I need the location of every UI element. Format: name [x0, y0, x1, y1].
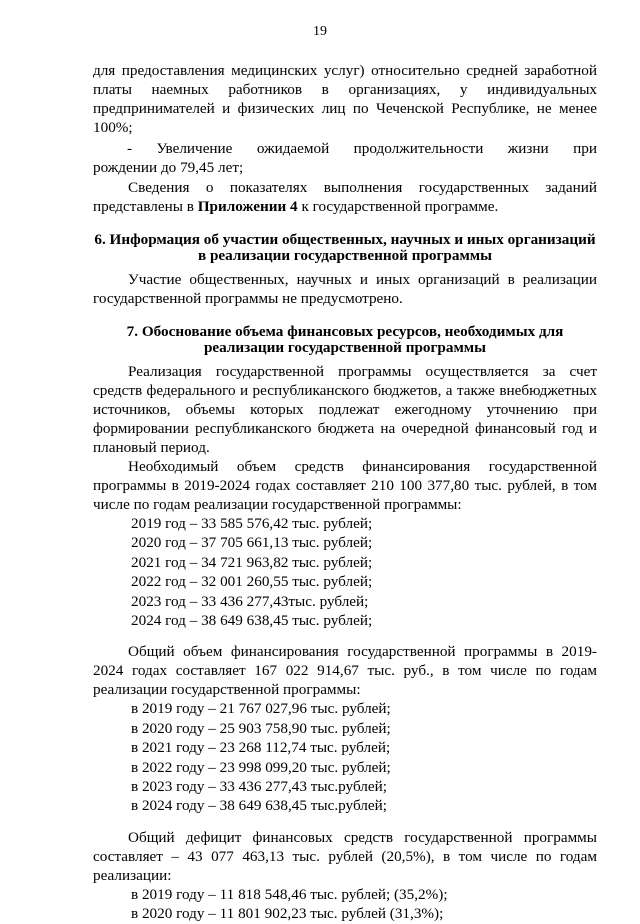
list-item: в 2021 году – 23 268 112,74 тыс. рублей; — [131, 739, 391, 757]
bullet-word: ожидаемой — [256, 140, 330, 157]
list-item: в 2019 году – 11 818 548,46 тыс. рублей; (35,2%); — [131, 885, 448, 903]
list-item: в 2019 году – 21 767 027,96 тыс. рублей; — [131, 700, 391, 718]
section-6-body: Участие общественных, научных и иных организаций в реализации государственной программы не предусмотрено. — [93, 271, 597, 307]
section-7-paragraph-funding-sources: Реализация государственной программы осуществляется за счет средств федерального и республиканского бюджетов, а также внебюджетных источников, объемы которых подлежат ежегодному уточнению при формировании республиканского бюджета на очередной финансовый год и плановый период. — [93, 363, 597, 456]
section-7-paragraph-total-funding: Общий объем финансирования государственной программы в 2019-2024 годах составляет 167 022 914,67 тыс. руб., в том числе по годам реализации государственной программы: — [93, 643, 597, 699]
bullet-word: продолжительности — [353, 140, 484, 157]
text-line: для предоставления медицинских услуг) относительно средней заработной — [93, 62, 597, 79]
section-7-paragraph-required-funding: Необходимый объем средств финансирования государственной программы в 2019-2024 годах составляет 210 100 377,80 тыс. рублей, в том числе по годам реализации государственной программы: — [93, 458, 597, 513]
bullet-life-expectancy — [93, 139, 597, 177]
list-item: 2021 год – 34 721 963,82 тыс. рублей; — [131, 553, 373, 571]
list-item: в 2024 году – 38 649 638,45 тыс.рублей; — [131, 797, 387, 815]
text-line: предпринимателей и физических лиц по Чеченской Республике, не менее — [93, 100, 597, 117]
list-item: 2024 год – 38 649 638,45 тыс. рублей; — [131, 612, 373, 630]
document-body — [93, 61, 597, 924]
section-7-heading: 7. Обоснование объема финансовых ресурсов, необходимых для реализации государственной программы — [126, 323, 564, 356]
text-line: рождении до 79,45 лет; — [93, 159, 244, 176]
section-6-heading: 6. Информация об участии общественных, научных и иных организаций в реализации государственной программы — [94, 231, 596, 264]
bullet-word: жизни — [507, 140, 549, 157]
bullet-word: Увеличение — [156, 140, 233, 157]
required-funding-by-year-list — [131, 514, 597, 630]
section-7-paragraph-deficit: Общий дефицит финансовых средств государственной программы составляет – 43 077 463,13 тыс. рублей (20,5%), в том числе по годам реализации: — [93, 828, 597, 884]
bullet-word: при — [573, 140, 597, 157]
total-funding-by-year-list — [131, 699, 597, 815]
page-number: 19 — [313, 24, 327, 39]
paragraph-appendix-reference: Сведения о показателях выполнения государственных заданий представлены в Приложении 4 к государственной программе. — [93, 179, 597, 215]
deficit-by-year-list — [131, 885, 597, 924]
list-item: в 2020 году – 11 801 902,23 тыс. рублей (31,3%); — [131, 905, 444, 923]
paragraph-wage-indicator — [93, 61, 597, 137]
list-item: 2022 год – 32 001 260,55 тыс. рублей; — [131, 573, 373, 591]
list-item: 2023 год – 33 436 277,43тыс. рублей; — [131, 592, 369, 610]
list-item: 2019 год – 33 585 576,42 тыс. рублей; — [131, 515, 373, 532]
bullet-dash: - — [127, 140, 133, 157]
list-item: в 2022 году – 23 998 099,20 тыс. рублей; — [131, 758, 391, 776]
list-item: в 2020 году – 25 903 758,90 тыс. рублей; — [131, 719, 391, 737]
list-item: в 2023 году – 33 436 277,43 тыс.рублей; — [131, 778, 387, 796]
text-line: 100%; — [93, 119, 133, 136]
appendix-link-text: Приложении 4 — [197, 198, 298, 215]
list-item: 2020 год – 37 705 661,13 тыс. рублей; — [131, 534, 373, 552]
text-line: платы наемных работников в организациях, у индивидуальных — [93, 81, 597, 98]
